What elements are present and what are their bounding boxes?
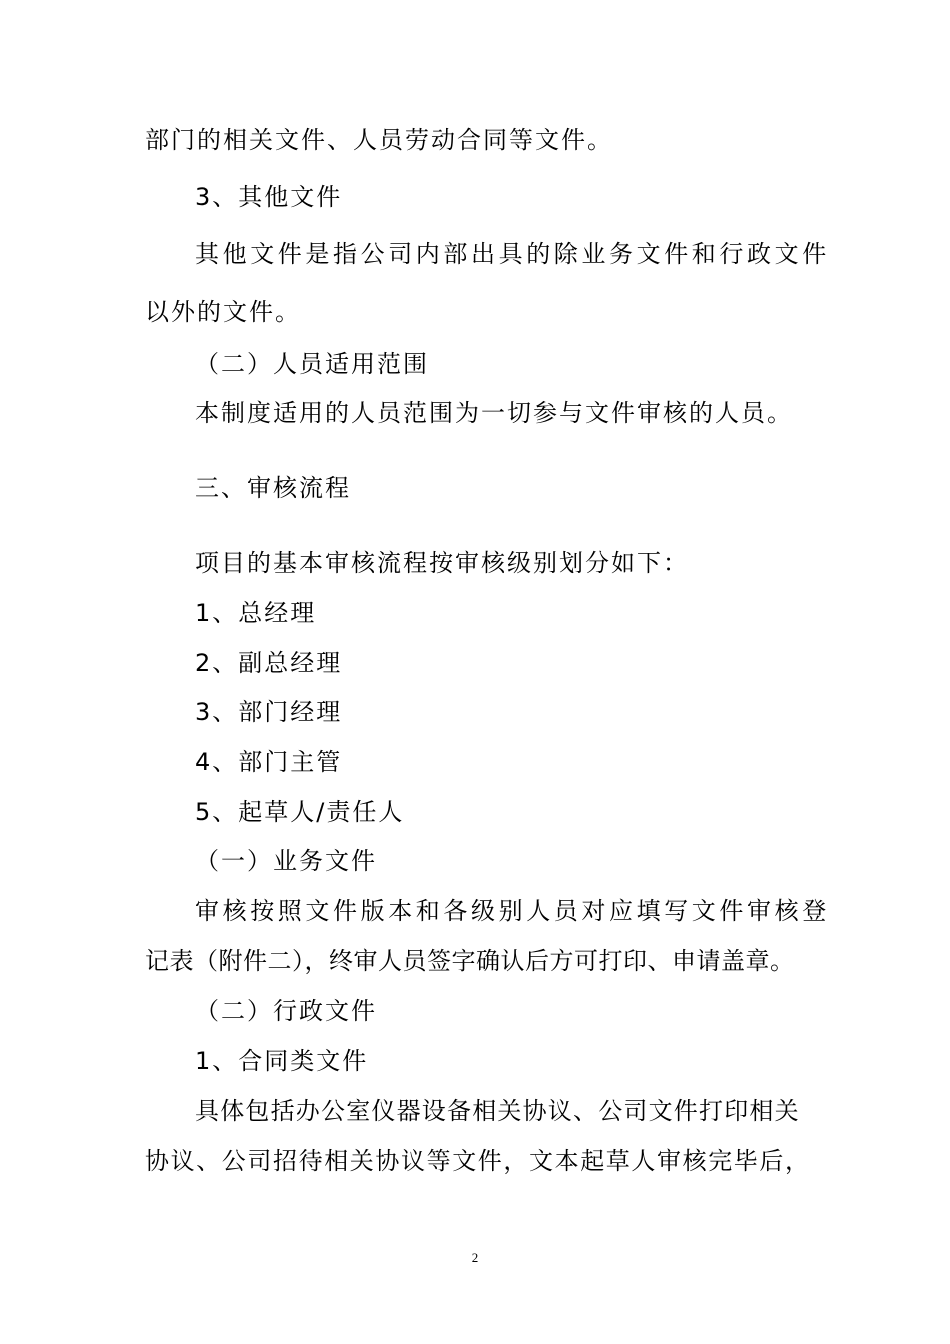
body-text-line: 本制度适用的人员范围为一切参与文件审核的人员。 <box>195 399 793 427</box>
section-subheading: （一）业务文件 <box>195 847 377 875</box>
list-item: 5、起草人/责任人 <box>195 798 405 826</box>
section-subheading: （二）行政文件 <box>195 997 377 1025</box>
body-text-line: 记表（附件二），终审人员签字确认后方可打印、申请盖章。 <box>145 947 795 975</box>
body-text-line: 以外的文件。 <box>145 298 301 326</box>
list-item-heading: 1、合同类文件 <box>195 1047 369 1075</box>
page-number: 2 <box>471 1250 479 1265</box>
section-heading: 三、审核流程 <box>195 474 351 502</box>
list-item: 1、总经理 <box>195 599 317 627</box>
list-item-heading: 3、其他文件 <box>195 183 343 211</box>
body-text-line: 具体包括办公室仪器设备相关协议、公司文件打印相关 <box>195 1097 800 1125</box>
body-text-line: 项目的基本审核流程按审核级别划分如下： <box>195 549 689 577</box>
list-item: 2、副总经理 <box>195 649 343 677</box>
list-item: 3、部门经理 <box>195 698 343 726</box>
body-text-line: 审核按照文件版本和各级别人员对应填写文件审核登 <box>195 897 830 925</box>
body-text-line: 其他文件是指公司内部出具的除业务文件和行政文件 <box>195 240 830 268</box>
section-subheading: （二）人员适用范围 <box>195 350 429 378</box>
list-item: 4、部门主管 <box>195 748 343 776</box>
body-text-line: 协议、公司招待相关协议等文件，文本起草人审核完毕后， <box>145 1147 811 1175</box>
body-text-line: 部门的相关文件、人员劳动合同等文件。 <box>145 126 613 154</box>
